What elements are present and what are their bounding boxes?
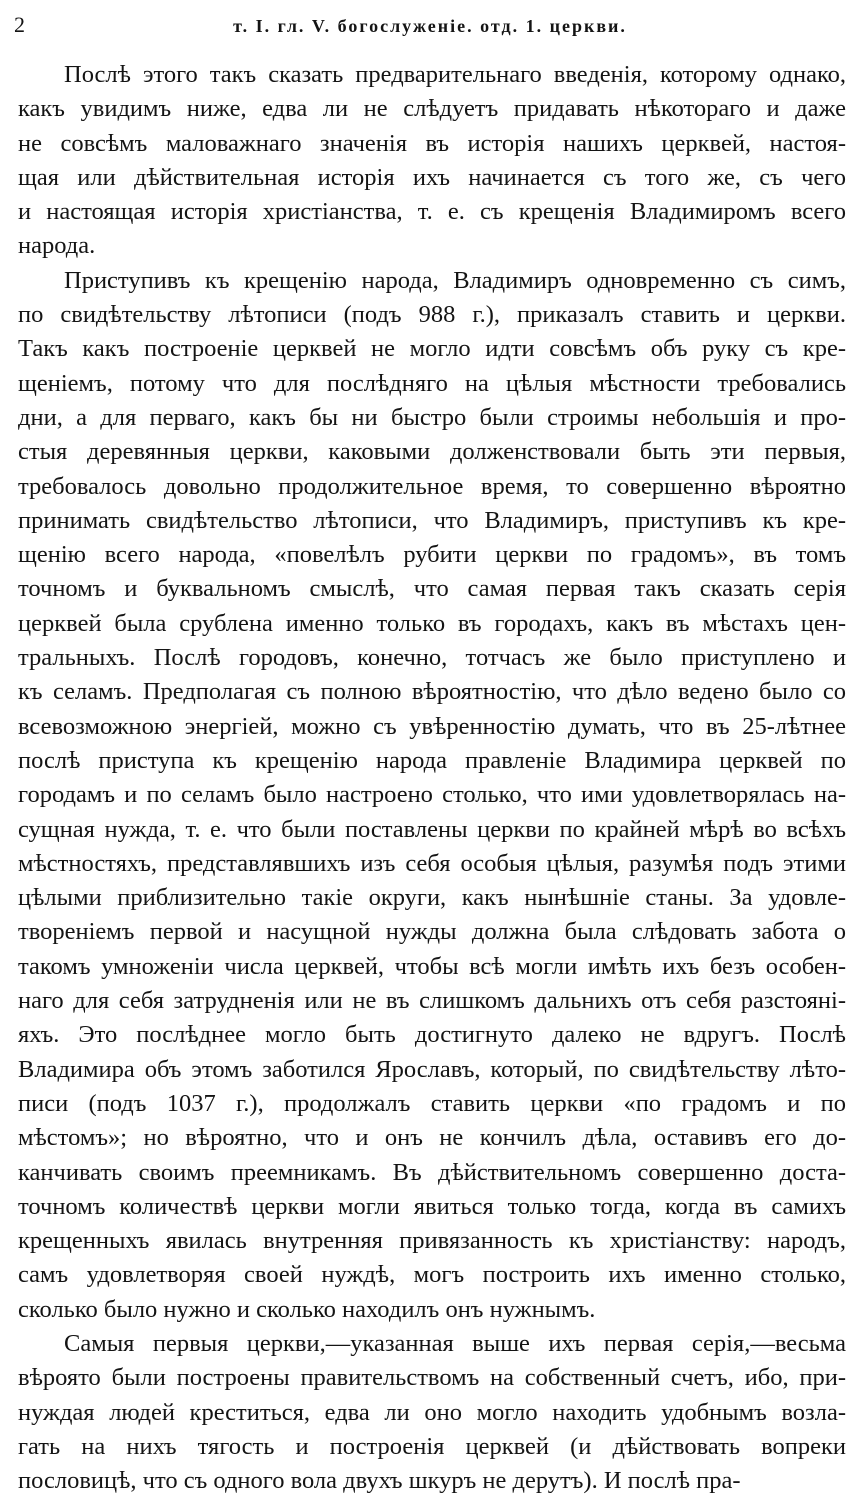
text-line: точномъ и буквальномъ смыслѣ, что самая первая такъ сказать серія <box>18 575 846 603</box>
page-number: 2 <box>14 12 26 37</box>
text-line: пословицѣ, что съ одного вола двухъ шкуръ не дерутъ). И послѣ пра- <box>18 1467 741 1495</box>
text-line: какъ увидимъ ниже, едва ли не слѣдуетъ придавать нѣкотораго и даже <box>18 95 846 123</box>
text-line: послѣ приступа къ крещенію народа правленіе Владимира церквей по <box>18 746 846 774</box>
text-line: вѣроято были построены правительствомъ на собственный счетъ, ибо, при- <box>18 1364 846 1392</box>
text-line: сущная нужда, т. е. что были поставлены церкви по крайней мѣрѣ во всѣхъ <box>18 815 846 843</box>
text-line: по свидѣтельству лѣтописи (подъ 988 г.), приказалъ ставить и церкви. <box>18 301 846 329</box>
text-line: мѣстностяхъ, представлявшихъ изъ себя особыя цѣлыя, разумѣя подъ этими <box>18 849 846 877</box>
text-line: цѣлыми приблизительно такіе округи, какъ нынѣшніе станы. За удовле- <box>18 884 846 912</box>
text-line: нуждая людей креститься, едва ли оно могло находить удобнымъ возла- <box>18 1398 846 1426</box>
text-line: къ селамъ. Предполагая съ полною вѣроятностію, что дѣло ведено было со <box>18 678 846 706</box>
text-line: Приступивъ къ крещенію народа, Владимиръ одновременно съ симъ, <box>64 266 846 294</box>
text-line: всевозможною энергіей, можно съ увѣренностію думать, что въ 25-лѣтнее <box>18 712 846 740</box>
text-line: требовалось довольно продолжительное время, то совершенно вѣроятно <box>18 472 846 500</box>
text-line: тральныхъ. Послѣ городовъ, конечно, тотчасъ же было приступлено и <box>18 644 846 672</box>
paragraph <box>18 58 846 264</box>
text-line: дни, а для перваго, какъ бы ни быстро были строимы небольшія и про- <box>18 403 846 431</box>
text-line: щая или дѣйствительная исторія ихъ начинается съ того же, съ чего <box>18 163 846 191</box>
text-line: Самыя первыя церкви,—указанная выше ихъ первая серія,—весьма <box>64 1329 846 1357</box>
text-line: Владимира объ этомъ заботился Ярославъ, который, по свидѣтельству лѣто- <box>18 1055 846 1083</box>
text-line: стыя деревянныя церкви, каковыми долженствовали быть эти первыя, <box>18 438 846 466</box>
text-line: щенію всего народа, «повелѣлъ рубити церкви по градомъ», въ томъ <box>18 541 846 569</box>
text-line: такомъ умноженіи числа церквей, чтобы всѣ могли имѣть ихъ безъ особен- <box>18 952 846 980</box>
text-line: канчивать своимъ преемникамъ. Въ дѣйствительномъ совершенно доста- <box>18 1158 846 1186</box>
text-line: писи (подъ 1037 г.), продолжалъ ставить церкви «по градомъ и по <box>18 1089 846 1117</box>
text-line: принимать свидѣтельство лѣтописи, что Владимиръ, приступивъ къ кре- <box>18 506 846 534</box>
text-line: самъ удовлетворяя своей нуждѣ, могъ построить ихъ именно столько, <box>18 1261 846 1289</box>
text-line: городамъ и по селамъ было настроено столько, что ими удовлетворялась на- <box>18 781 846 809</box>
text-line: твореніемъ первой и насущной нужды должна была слѣдовать забота о <box>18 918 846 946</box>
text-line: мѣстомъ»; но вѣроятно, что и онъ не кончилъ дѣла, оставивъ его до- <box>18 1124 846 1152</box>
text-line: яхъ. Это послѣднее могло быть достигнуто далеко не вдругъ. Послѣ <box>18 1021 846 1049</box>
text-line: не совсѣмъ маловажнаго значенія въ исторія нашихъ церквей, настоя- <box>18 129 846 157</box>
text-line: точномъ количествѣ церкви могли явиться только тогда, когда въ самихъ <box>18 1192 846 1220</box>
text-line: щеніемъ, потому что для послѣдняго на цѣлыя мѣстности требовались <box>18 369 846 397</box>
text-line: Послѣ этого такъ сказать предварительнаго введенія, которому однако, <box>64 61 846 88</box>
paragraph <box>18 1327 846 1498</box>
text-line: церквей была срублена именно только въ городахъ, какъ въ мѣстахъ цен- <box>18 609 846 637</box>
text-line: и настоящая исторія христіанства, т. е. съ крещенія Владимиромъ всего <box>18 198 846 226</box>
body-text <box>18 58 846 1498</box>
text-line: крещенныхъ явилась внутренняя привязанность къ христіанству: народъ, <box>18 1227 846 1255</box>
paragraph <box>18 264 846 1327</box>
text-line: гать на нихъ тягость и построенія церквей (и дѣйствовать вопреки <box>18 1432 846 1460</box>
text-line: народа. <box>18 232 96 260</box>
running-head: т. I. гл. V. богослуженіе. отд. 1. церкви. <box>233 16 627 36</box>
text-line: сколько было нужно и сколько находилъ онъ нужнымъ. <box>18 1295 596 1323</box>
text-line: Такъ какъ построеніе церквей не могло идти совсѣмъ объ руку съ кре- <box>18 335 846 363</box>
text-line: наго для себя затрудненія или не въ слишкомъ дальнихъ отъ себя разстояні- <box>18 987 846 1015</box>
